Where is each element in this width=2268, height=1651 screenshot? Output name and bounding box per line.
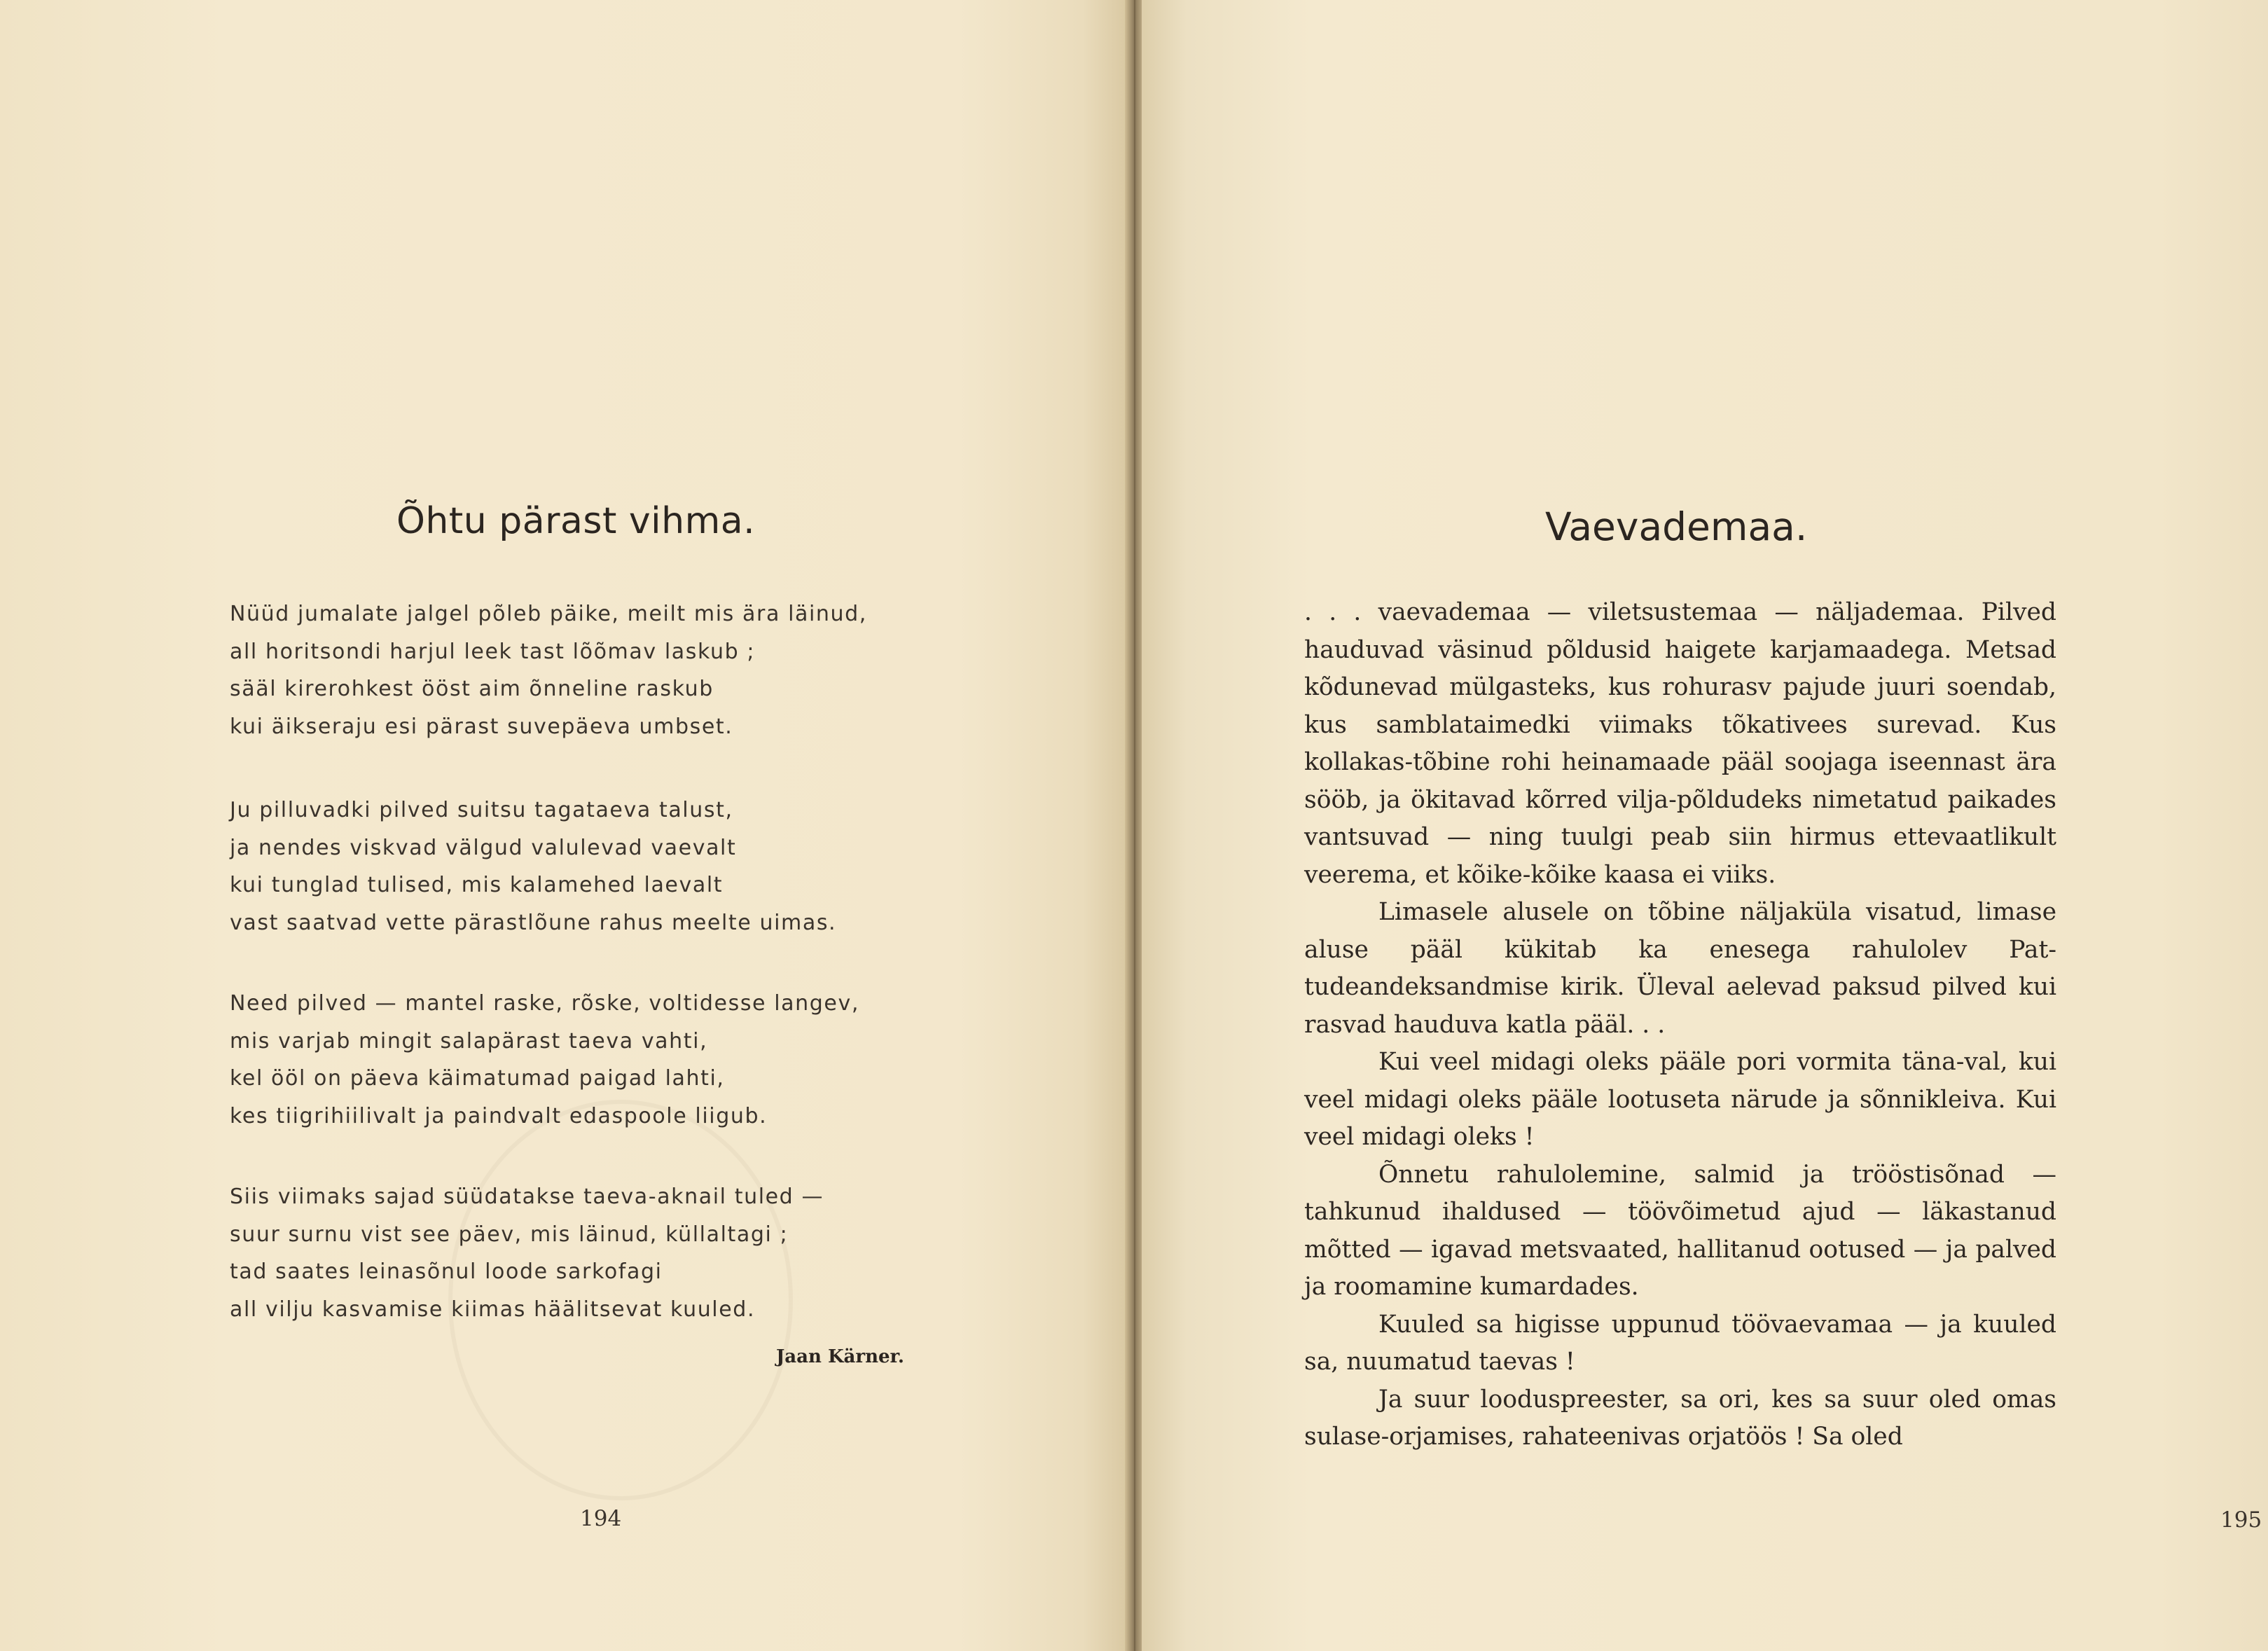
poem-line: sääl kirerohkest ööst aim õnneline raskub <box>230 677 714 701</box>
left-page <box>0 0 1128 1651</box>
poem-stanza-4 <box>230 1178 1021 1328</box>
poem-line: Nüüd jumalate jalgel põleb päike, meilt mis ära läinud, <box>230 602 867 626</box>
prose-paragraph: Kui veel midagi oleks pääle pori vormita täna-val, kui veel midagi oleks pääle lootuseta närude ja sõnnikleiva. Kui veel midagi oleks ! <box>1304 1048 2056 1151</box>
poem-line: kel ööl on päeva käimatumad paigad lahti, <box>230 1066 725 1091</box>
poem-title: Õhtu pärast vihma. <box>396 500 756 542</box>
prose-title: Vaevademaa. <box>1545 504 1808 549</box>
prose-paragraph: . . . vaevademaa — viletsustemaa — näljademaa. Pilved hauduvad väsinud põldusid haigete karjamaadega. Metsad kõdunevad mülgasteks, kus rohurasv pajude juuri soendab, kus samblataimedki viimaks tõkativees surevad. Kus kollakas-tõbine rohi heinamaade pääl soojaga iseennast ära sööb, ja ökitavad kõrred vilja-põldudeks nimetatud paikades vantsuvad — ning tuulgi peab siin hirmus ettevaatlikult veerema, et kõike-kõike kaasa ei viiks. <box>1304 598 2056 889</box>
poem-line: kes tiigrihiilivalt ja paindvalt edaspoole liigub. <box>230 1103 768 1128</box>
prose-paragraph: Limasele alusele on tõbine näljaküla visatud, limase aluse pääl kükitab ka enesega rahulolev Pat-tudeandeksandmise kirik. Üleval aelevad paksud pilved kui rasvad hauduva katla pääl. . . <box>1304 898 2056 1039</box>
poem-line: mis varjab mingit salapärast taeva vahti, <box>230 1028 708 1054</box>
poem-line: all horitsondi harjul leek tast lõõmav laskub ; <box>230 639 756 664</box>
poem-stanza-3 <box>230 985 1021 1135</box>
poem-line: kui äikseraju esi pärast suvepäeva umbset. <box>230 714 733 739</box>
prose-body <box>1304 594 2056 1456</box>
poem-line: kui tunglad tulised, mis kalamehed laevalt <box>230 873 724 897</box>
prose-paragraph: Kuuled sa higisse uppunud töövaevamaa — ja kuuled sa, nuumatud taevas ! <box>1304 1310 2056 1376</box>
poem-stanza-1 <box>230 595 1021 745</box>
poem-line: all vilju kasvamise kiimas häälitsevat kuuled. <box>230 1297 756 1322</box>
poem-line: ja nendes viskvad välgud valulevad vaevalt <box>230 835 737 860</box>
poem-line: Siis viimaks sajad süüdatakse taeva-aknail tuled — <box>230 1184 824 1209</box>
poem-line: Ju pilluvadki pilved suitsu tagataeva talust, <box>230 798 733 822</box>
poem-line: suur surnu vist see päev, mis läinud, küllaltagi ; <box>230 1222 789 1247</box>
prose-paragraph: Õnnetu rahulolemine, salmid ja trööstisõnad — tahkunud ihaldused — töövõimetud ajud — läkastanud mõtted — igavad metsvaated, hallitanud ootused — ja palved ja roomamine kumardades. <box>1304 1160 2056 1301</box>
poem-author: Jaan Kärner. <box>776 1346 904 1367</box>
poem-line: tad saates leinasõnul loode sarkofagi <box>230 1259 663 1284</box>
page-number-right: 195 <box>2220 1507 2262 1533</box>
prose-paragraph: Ja suur looduspreester, sa ori, kes sa suur oled omas sulase-orjamises, rahateenivas orjatöös ! Sa oled <box>1304 1385 2056 1451</box>
page-number-left: 194 <box>580 1506 622 1531</box>
poem-stanza-2 <box>230 792 1021 941</box>
poem-line: Need pilved — mantel raske, rõske, voltidesse langev, <box>230 991 859 1016</box>
poem-line: vast saatvad vette pärastlõune rahus meelte uimas. <box>230 910 837 935</box>
